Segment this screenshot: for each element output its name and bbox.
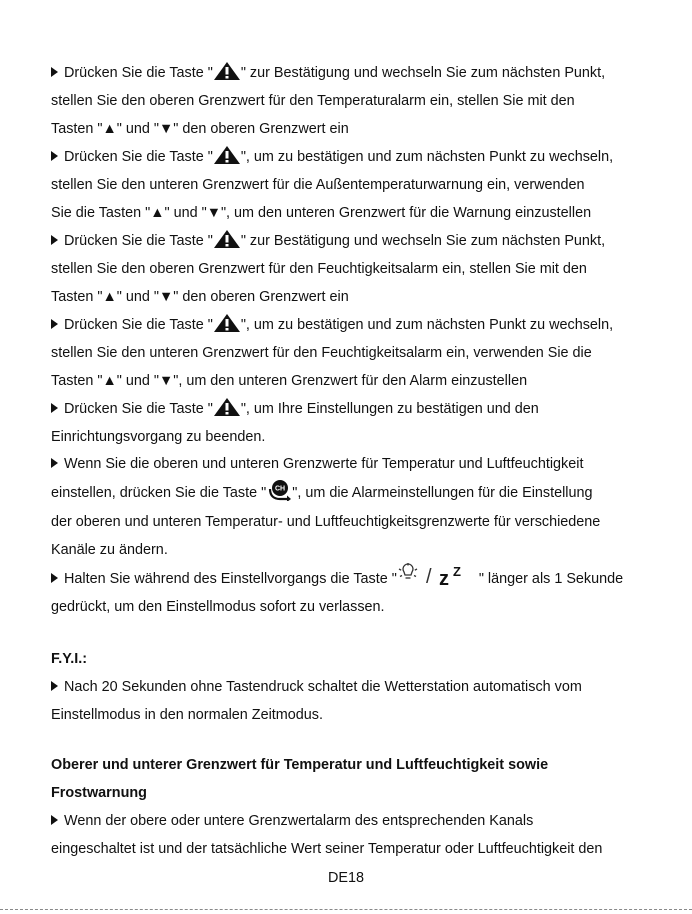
instruction-item-2: Drücken Sie die Taste " ", um zu bestätigen und zum nächsten Punkt zu wechseln, stellen Sie den unteren Grenzwert für die Außentemperaturwarnung ein, verwenden Sie die Tasten "▲" und "▼", um den unteren Grenzwert für die Warnung einzustellen [51, 143, 651, 227]
section-heading-line-2: Frostwarnung [51, 785, 147, 801]
bullet-triangle-icon [51, 573, 58, 583]
instruction-item-5: Drücken Sie die Taste " ", um Ihre Einstellungen zu bestätigen und den Einrichtungsvorgang zu beenden. [51, 395, 651, 451]
bullet-triangle-icon [51, 681, 58, 691]
light-snooze-icon [397, 563, 479, 598]
bullet-triangle-icon [51, 319, 58, 329]
bullet-triangle-icon [51, 815, 58, 825]
bullet-triangle-icon [51, 235, 58, 245]
page-bottom-rule [0, 909, 692, 910]
instruction-item-3: Drücken Sie die Taste " " zur Bestätigung und wechseln Sie zum nächsten Punkt, stellen Sie den oberen Grenzwert für den Feuchtigkeitsalarm ein, stellen Sie mit den Tasten "▲" und "▼" den oberen Grenzwert ein [51, 227, 651, 311]
bullet-triangle-icon [51, 458, 58, 468]
fyi-section: F.Y.I.: Nach 20 Sekunden ohne Tastendruck schaltet die Wetterstation automatisch vom Einstellmodus in den normalen Zeitmodus. [51, 645, 651, 729]
threshold-section: Oberer und unterer Grenzwert für Temperatur und Luftfeuchtigkeit sowie Frostwarnung Wenn der obere oder untere Grenzwertalarm des entsprechenden Kanals eingeschaltet ist und der tatsächliche Wert seiner Temperatur oder Luftfeuchtigkeit den [51, 751, 651, 863]
fyi-heading: F.Y.I.: [51, 651, 87, 667]
svg-text:z: z [438, 568, 449, 587]
svg-text:/: / [425, 566, 432, 587]
svg-text:CH: CH [275, 485, 286, 493]
bullet-triangle-icon [51, 403, 58, 413]
section-heading-line-1: Oberer und unterer Grenzwert für Temperatur und Luftfeuchtigkeit sowie [51, 757, 549, 773]
bullet-triangle-icon [51, 67, 58, 77]
instruction-item-1: Drücken Sie die Taste " " zur Bestätigung und wechseln Sie zum nächsten Punkt, stellen Sie den oberen Grenzwert für den Temperaturalarm ein, stellen Sie mit den Tasten "▲" und "▼" den oberen Grenzwert ein [51, 59, 651, 143]
instruction-item-6: Wenn Sie die oberen und unteren Grenzwerte für Temperatur und Luftfeuchtigkeit einstellen, drücken Sie die Taste " CH ", um die Alarmeinstellungen für die Einstellung der oberen und unteren Temperatur- und Luftfeuchtigkeitsgrenzwerte für verschiedene Kanäle zu ändern. [51, 456, 601, 558]
page-number: DE18 [328, 870, 364, 886]
instruction-item-4: Drücken Sie die Taste " ", um zu bestätigen und zum nächsten Punkt zu wechseln, stellen Sie den unteren Grenzwert für den Feuchtigkeitsalarm ein, verwenden Sie die Tasten "▲" und "▼", um den unteren Grenzwert für den Alarm einzustellen [51, 311, 651, 395]
instruction-item-7: Halten Sie während des Einstellvorgangs die Taste " / z Z " länger als 1 Sekunde gedrückt, um den Einstellmodus sofort zu verlassen. [51, 564, 624, 615]
bullet-triangle-icon [51, 151, 58, 161]
svg-text:Z: Z [452, 564, 461, 579]
